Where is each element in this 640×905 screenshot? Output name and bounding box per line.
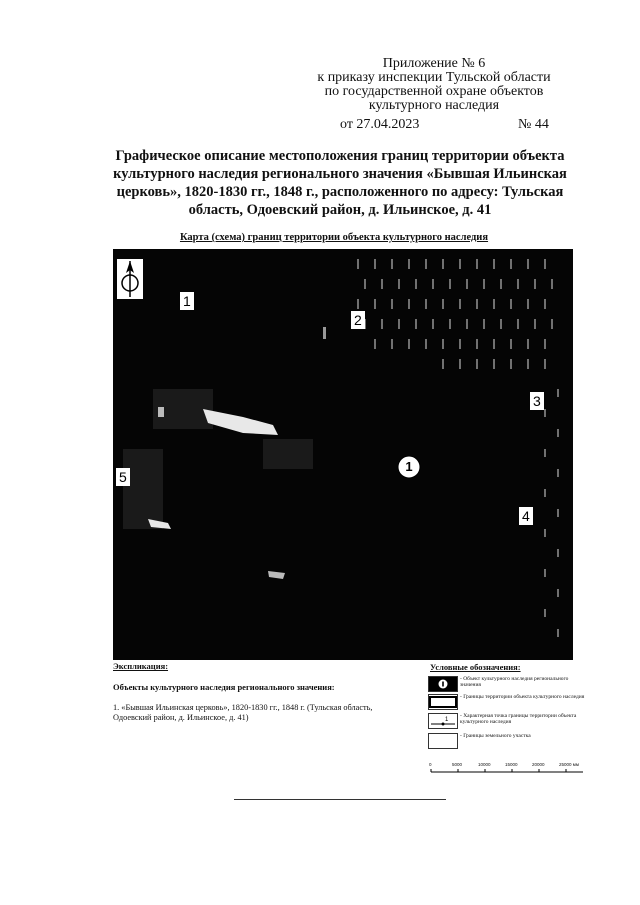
boundary-point-5: 5 [116,468,130,486]
map-image [113,249,573,660]
legend-row-object [428,676,588,694]
object-symbol-icon [428,676,458,692]
bottom-rule [234,799,446,800]
order-number: № 44 [518,117,549,132]
legend-row-parcel [428,733,588,751]
map-caption: Карта (схема) границ территории объекта культурного наследия [179,232,489,243]
legend-parcel-text: - Границы земельного участка [460,733,531,739]
boundary-point-2: 2 [351,311,365,329]
objects-header: Объекты культурного наследия регионального значения: [113,682,335,692]
scale-tick-5: 25000 мм [559,762,579,767]
document-title: Графическое описание местоположения границ территории объекта культурного наследия регионального значения «Бывшая Ильинская церковь», 1820-1830 гг., 1848 г., расположенного по адресу: Тульская область, Одоевский район, д. Ильинское, д. 41 [113,148,567,218]
order-date: от 27.04.2023 [340,117,420,132]
appendix-line-4: культурного наследия [368,98,500,113]
appendix-header [284,57,584,113]
boundary-map [113,249,573,660]
boundary-point-4: 4 [519,507,533,525]
object-item-1: 1. «Бывшая Ильинская церковь», 1820-1830 гг., 1848 г. (Тульская область, Одоевский район, д. Ильинское, д. 41) [113,703,373,722]
scale-tick-2: 10000 [478,762,491,767]
legend-point-text: - Характерная точка границы территории объекта культурного наследия [460,713,577,725]
legend-row-territory [428,694,588,712]
appendix-line-2: к приказу инспекции Тульской области [317,70,551,85]
parcel-boundary-icon [428,733,458,749]
scale-tick-1: 5000 [452,762,463,767]
explication-heading: Экспликация: [113,661,169,671]
object-marker-label: 1 [405,459,413,474]
boundary-point-1: 1 [180,292,194,310]
scale-tick-3: 15000 [505,762,518,767]
scale-tick-0: 0 [429,762,432,767]
appendix-line-1: Приложение № 6 [382,56,486,71]
north-arrow-icon [117,259,143,299]
legend-title: Условные обозначения: [430,662,521,672]
scale-bar [428,762,588,776]
boundary-point-icon [428,713,458,729]
boundary-point-3: 3 [530,392,544,410]
appendix-line-3: по государственной охране объектов [324,84,544,99]
svg-text:1: 1 [445,717,449,723]
territory-boundary-icon [428,694,458,710]
legend-territory-text: - Границы территории объекта культурного наследия [460,694,585,700]
legend-row-point [428,713,588,731]
scale-tick-4: 20000 [532,762,545,767]
legend-object-text: - Объект культурного наследия регионального значения [460,676,569,688]
